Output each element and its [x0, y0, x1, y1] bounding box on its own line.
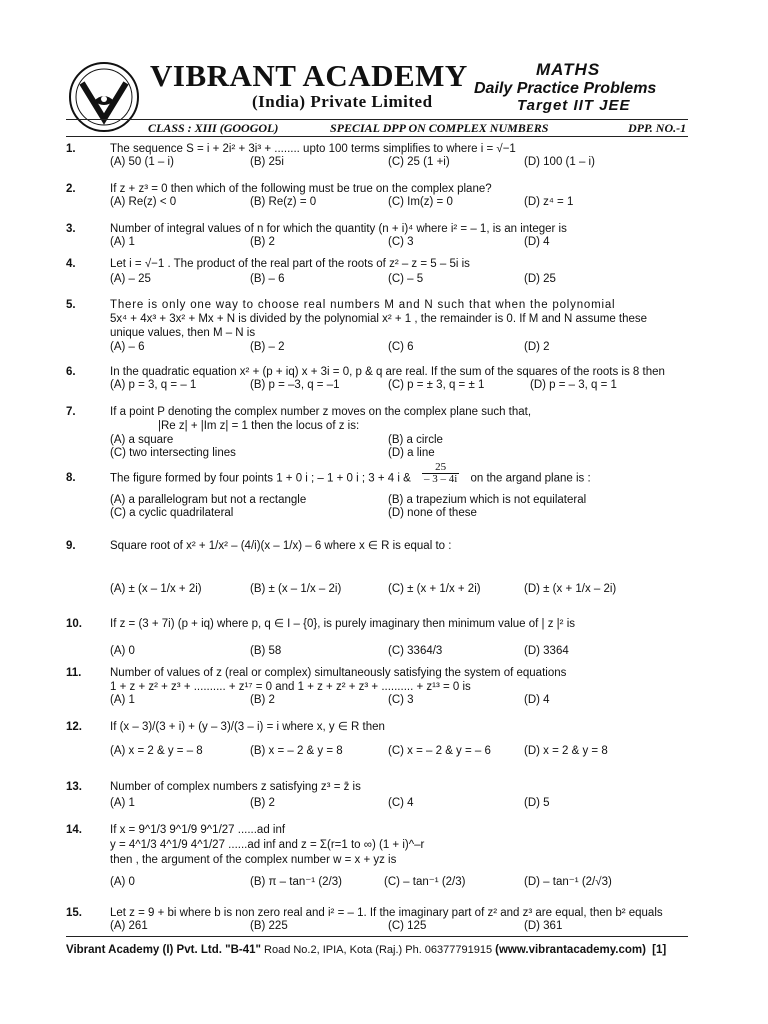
options-row: [110, 583, 706, 596]
question-text-line-2: |Re z| + |Im z| = 1 then the locus of z is:: [158, 420, 360, 432]
question-number: 12.: [66, 721, 82, 733]
option-b: (B) π – tan⁻¹ (2/3): [250, 876, 342, 888]
option-c: (C) x = – 2 & y = – 6: [388, 745, 491, 757]
option-b: (B) Re(z) = 0: [250, 196, 317, 208]
page-number: [1]: [652, 944, 667, 956]
option-b: (B) a trapezium which is not equilateral: [388, 494, 587, 506]
subject-label: MATHS: [536, 60, 601, 79]
option-b: (B) – 6: [250, 273, 285, 285]
question-text: Number of complex numbers z satisfying z³ = z̄ is: [110, 781, 361, 793]
option-b: (B) ± (x – 1/x – 2i): [250, 583, 342, 595]
option-c: (C) p = ± 3, q = ± 1: [388, 379, 485, 391]
options-row: [110, 694, 706, 707]
option-c: (C) ± (x + 1/x + 2i): [388, 583, 481, 595]
option-b: (B) 2: [250, 797, 275, 809]
options-row: [110, 273, 706, 286]
question-number: 15.: [66, 907, 82, 919]
question-number: 2.: [66, 183, 76, 195]
footer-address: Road No.2, IPIA, Kota (Raj.) Ph. 06377791915: [260, 944, 496, 956]
fraction-denominator: – 3 – 4i: [423, 473, 458, 485]
option-c: (C) 3: [388, 694, 414, 706]
question-text: Number of integral values of n for which the quantity (n + i)⁴ where i² = – 1, is an integer is: [110, 223, 567, 235]
question-number: 11.: [66, 667, 82, 679]
question-text-line-1: If x = 9^1/3 9^1/9 9^1/27 ......ad inf: [110, 824, 286, 836]
question-number: 9.: [66, 540, 76, 552]
option-a: (A) Re(z) < 0: [110, 196, 177, 208]
option-b: (B) – 2: [250, 341, 285, 353]
options-row-2: [110, 447, 706, 460]
option-c: (C) a cyclic quadrilateral: [110, 507, 234, 519]
question-number: 13.: [66, 781, 82, 793]
options-row-1: [110, 434, 706, 447]
question-number: 10.: [66, 618, 82, 630]
option-d: (D) 100 (1 – i): [524, 156, 595, 168]
question-text-line-2: 1 + z + z² + z³ + .......... + z¹⁷ = 0 and 1 + z + z² + z³ + .......... + z¹³ = 0 is: [110, 681, 471, 693]
option-b: (B) x = – 2 & y = 8: [250, 745, 343, 757]
question-text: The sequence S = i + 2i² + 3i³ + ........ upto 100 terms simplifies to where i = √−1: [110, 143, 516, 155]
footer-company: Vibrant Academy (I) Pvt. Ltd. "B-41": [66, 944, 261, 956]
option-a: (A) 261: [110, 920, 148, 932]
options-row: [110, 797, 706, 810]
question-text: [110, 461, 706, 486]
question-text: Let z = 9 + bi where b is non zero real and i² = – 1. If the imaginary part of z² and z³ are equal, then b² equals: [110, 907, 663, 919]
header-divider-bottom: [66, 136, 688, 137]
question-text-line-3: then , the argument of the complex number w = x + yz is: [110, 854, 397, 866]
fraction-numerator: 25: [422, 462, 459, 474]
academy-title: VIBRANT ACADEMY: [150, 58, 468, 93]
option-a: (A) 0: [110, 876, 135, 888]
option-b: (B) a circle: [388, 434, 443, 446]
options-row: [110, 876, 706, 889]
dpp-number: DPP. NO.-1: [628, 121, 687, 135]
question-text: In the quadratic equation x² + (p + iq) x + 3i = 0, p & q are real. If the sum of the squares of the roots is 8 then: [110, 366, 665, 378]
option-a: (A) – 6: [110, 341, 145, 353]
option-d: (D) 5: [524, 797, 550, 809]
option-d: (D) x = 2 & y = 8: [524, 745, 608, 757]
option-b: (B) 58: [250, 645, 282, 657]
option-b: (B) 2: [250, 236, 275, 248]
question-number: 4.: [66, 258, 76, 270]
option-c: (C) Im(z) = 0: [388, 196, 453, 208]
options-row-2: [110, 507, 706, 520]
question-text: Let i = √−1 . The product of the real part of the roots of z² – z = 5 – 5i is: [110, 258, 470, 270]
option-a: (A) 1: [110, 694, 135, 706]
question-text-line-1: Number of values of z (real or complex) simultaneously satisfying the system of equations: [110, 667, 567, 679]
question-text-line-3: unique values, then M – N is: [110, 327, 256, 339]
option-d: (D) – tan⁻¹ (2/√3): [524, 876, 612, 888]
question-number: 6.: [66, 366, 76, 378]
option-d: (D) 25: [524, 273, 556, 285]
option-a: (A) x = 2 & y = – 8: [110, 745, 203, 757]
question-number: 1.: [66, 143, 76, 155]
footer-website[interactable]: (www.vibrantacademy.com): [495, 944, 646, 956]
option-c: (C) 125: [388, 920, 427, 932]
options-row: [110, 379, 706, 392]
question-number: 5.: [66, 299, 76, 311]
options-row: [110, 341, 706, 354]
option-a: (A) 1: [110, 797, 135, 809]
options-row: [110, 920, 706, 933]
question-text: If (x – 3)/(3 + i) + (y – 3)/(3 – i) = i where x, y ∈ R then: [110, 721, 385, 733]
option-a: (A) p = 3, q = – 1: [110, 379, 197, 391]
option-a: (A) a square: [110, 434, 174, 446]
option-d: (D) 4: [524, 236, 550, 248]
question-text-part-1: The figure formed by four points 1 + 0 i ; – 1 + 0 i ; 3 + 4 i &: [110, 472, 411, 485]
question-number: 14.: [66, 824, 82, 836]
option-b: (B) p = –3, q = –1: [250, 379, 340, 391]
option-c: (C) two intersecting lines: [110, 447, 236, 459]
option-a: (A) a parallelogram but not a rectangle: [110, 494, 307, 506]
option-a: (A) 50 (1 – i): [110, 156, 174, 168]
options-row: [110, 156, 706, 169]
options-row: [110, 645, 706, 658]
option-d: (D) 3364: [524, 645, 569, 657]
option-c: (C) 4: [388, 797, 414, 809]
question-text: Square root of x² + 1/x² – (4/i)(x – 1/x) – 6 where x ∈ R is equal to :: [110, 540, 452, 552]
option-d: (D) ± (x + 1/x – 2i): [524, 583, 617, 595]
topic-label: SPECIAL DPP ON COMPLEX NUMBERS: [330, 121, 549, 135]
target-label: Target IIT JEE: [517, 97, 631, 114]
option-c: (C) 25 (1 +i): [388, 156, 450, 168]
question-text-part-2: on the argand plane is :: [470, 472, 591, 485]
question-text-line-1: There is only one way to choose real numbers M and N such that when the polynomial: [110, 299, 616, 311]
question-text-line-1: If a point P denoting the complex number z moves on the complex plane such that,: [110, 406, 532, 418]
option-d: (D) z⁴ = 1: [524, 196, 574, 208]
question-text-line-2: y = 4^1/3 4^1/9 4^1/27 ......ad inf and z = Σ(r=1 to ∞) (1 + i)^–r: [110, 839, 425, 851]
class-label: CLASS : XIII (GOOGOL): [148, 121, 279, 135]
option-a: (A) 0: [110, 645, 135, 657]
question-number: 8.: [66, 472, 76, 484]
option-d: (D) 361: [524, 920, 563, 932]
options-row: [110, 745, 706, 758]
option-a: (A) 1: [110, 236, 135, 248]
option-d: (D) 2: [524, 341, 550, 353]
option-b: (B) 25i: [250, 156, 284, 168]
option-d: (D) p = – 3, q = 1: [530, 379, 617, 391]
question-number: 7.: [66, 406, 76, 418]
class-info-line: [0, 120, 768, 136]
question-text: If z + z³ = 0 then which of the following must be true on the complex plane?: [110, 183, 492, 195]
options-row: [110, 196, 706, 209]
option-c: (C) 3364/3: [388, 645, 443, 657]
question-text: If z = (3 + 7i) (p + iq) where p, q ∈ I – {0}, is purely imaginary then minimum value of | z |² is: [110, 618, 576, 630]
footer-divider: [66, 936, 688, 937]
academy-subtitle: (India) Private Limited: [252, 92, 433, 111]
option-d: (D) 4: [524, 694, 550, 706]
option-c: (C) – tan⁻¹ (2/3): [384, 876, 466, 888]
options-row: [110, 236, 706, 249]
option-c: (C) 6: [388, 341, 414, 353]
option-c: (C) – 5: [388, 273, 424, 285]
option-c: (C) 3: [388, 236, 414, 248]
question-text-line-2: 5x⁴ + 4x³ + 3x² + Mx + N is divided by the polynomial x² + 1 , the remainder is 0. If M and N assume these: [110, 313, 648, 325]
option-d: (D) none of these: [388, 507, 477, 519]
fraction: [422, 462, 459, 485]
option-b: (B) 225: [250, 920, 288, 932]
option-a: (A) – 25: [110, 273, 151, 285]
option-a: (A) ± (x – 1/x + 2i): [110, 583, 202, 595]
option-d: (D) a line: [388, 447, 435, 459]
options-row-1: [110, 494, 706, 507]
option-b: (B) 2: [250, 694, 275, 706]
dpp-title: Daily Practice Problems: [474, 80, 657, 97]
page-footer: [66, 944, 666, 956]
question-number: 3.: [66, 223, 76, 235]
